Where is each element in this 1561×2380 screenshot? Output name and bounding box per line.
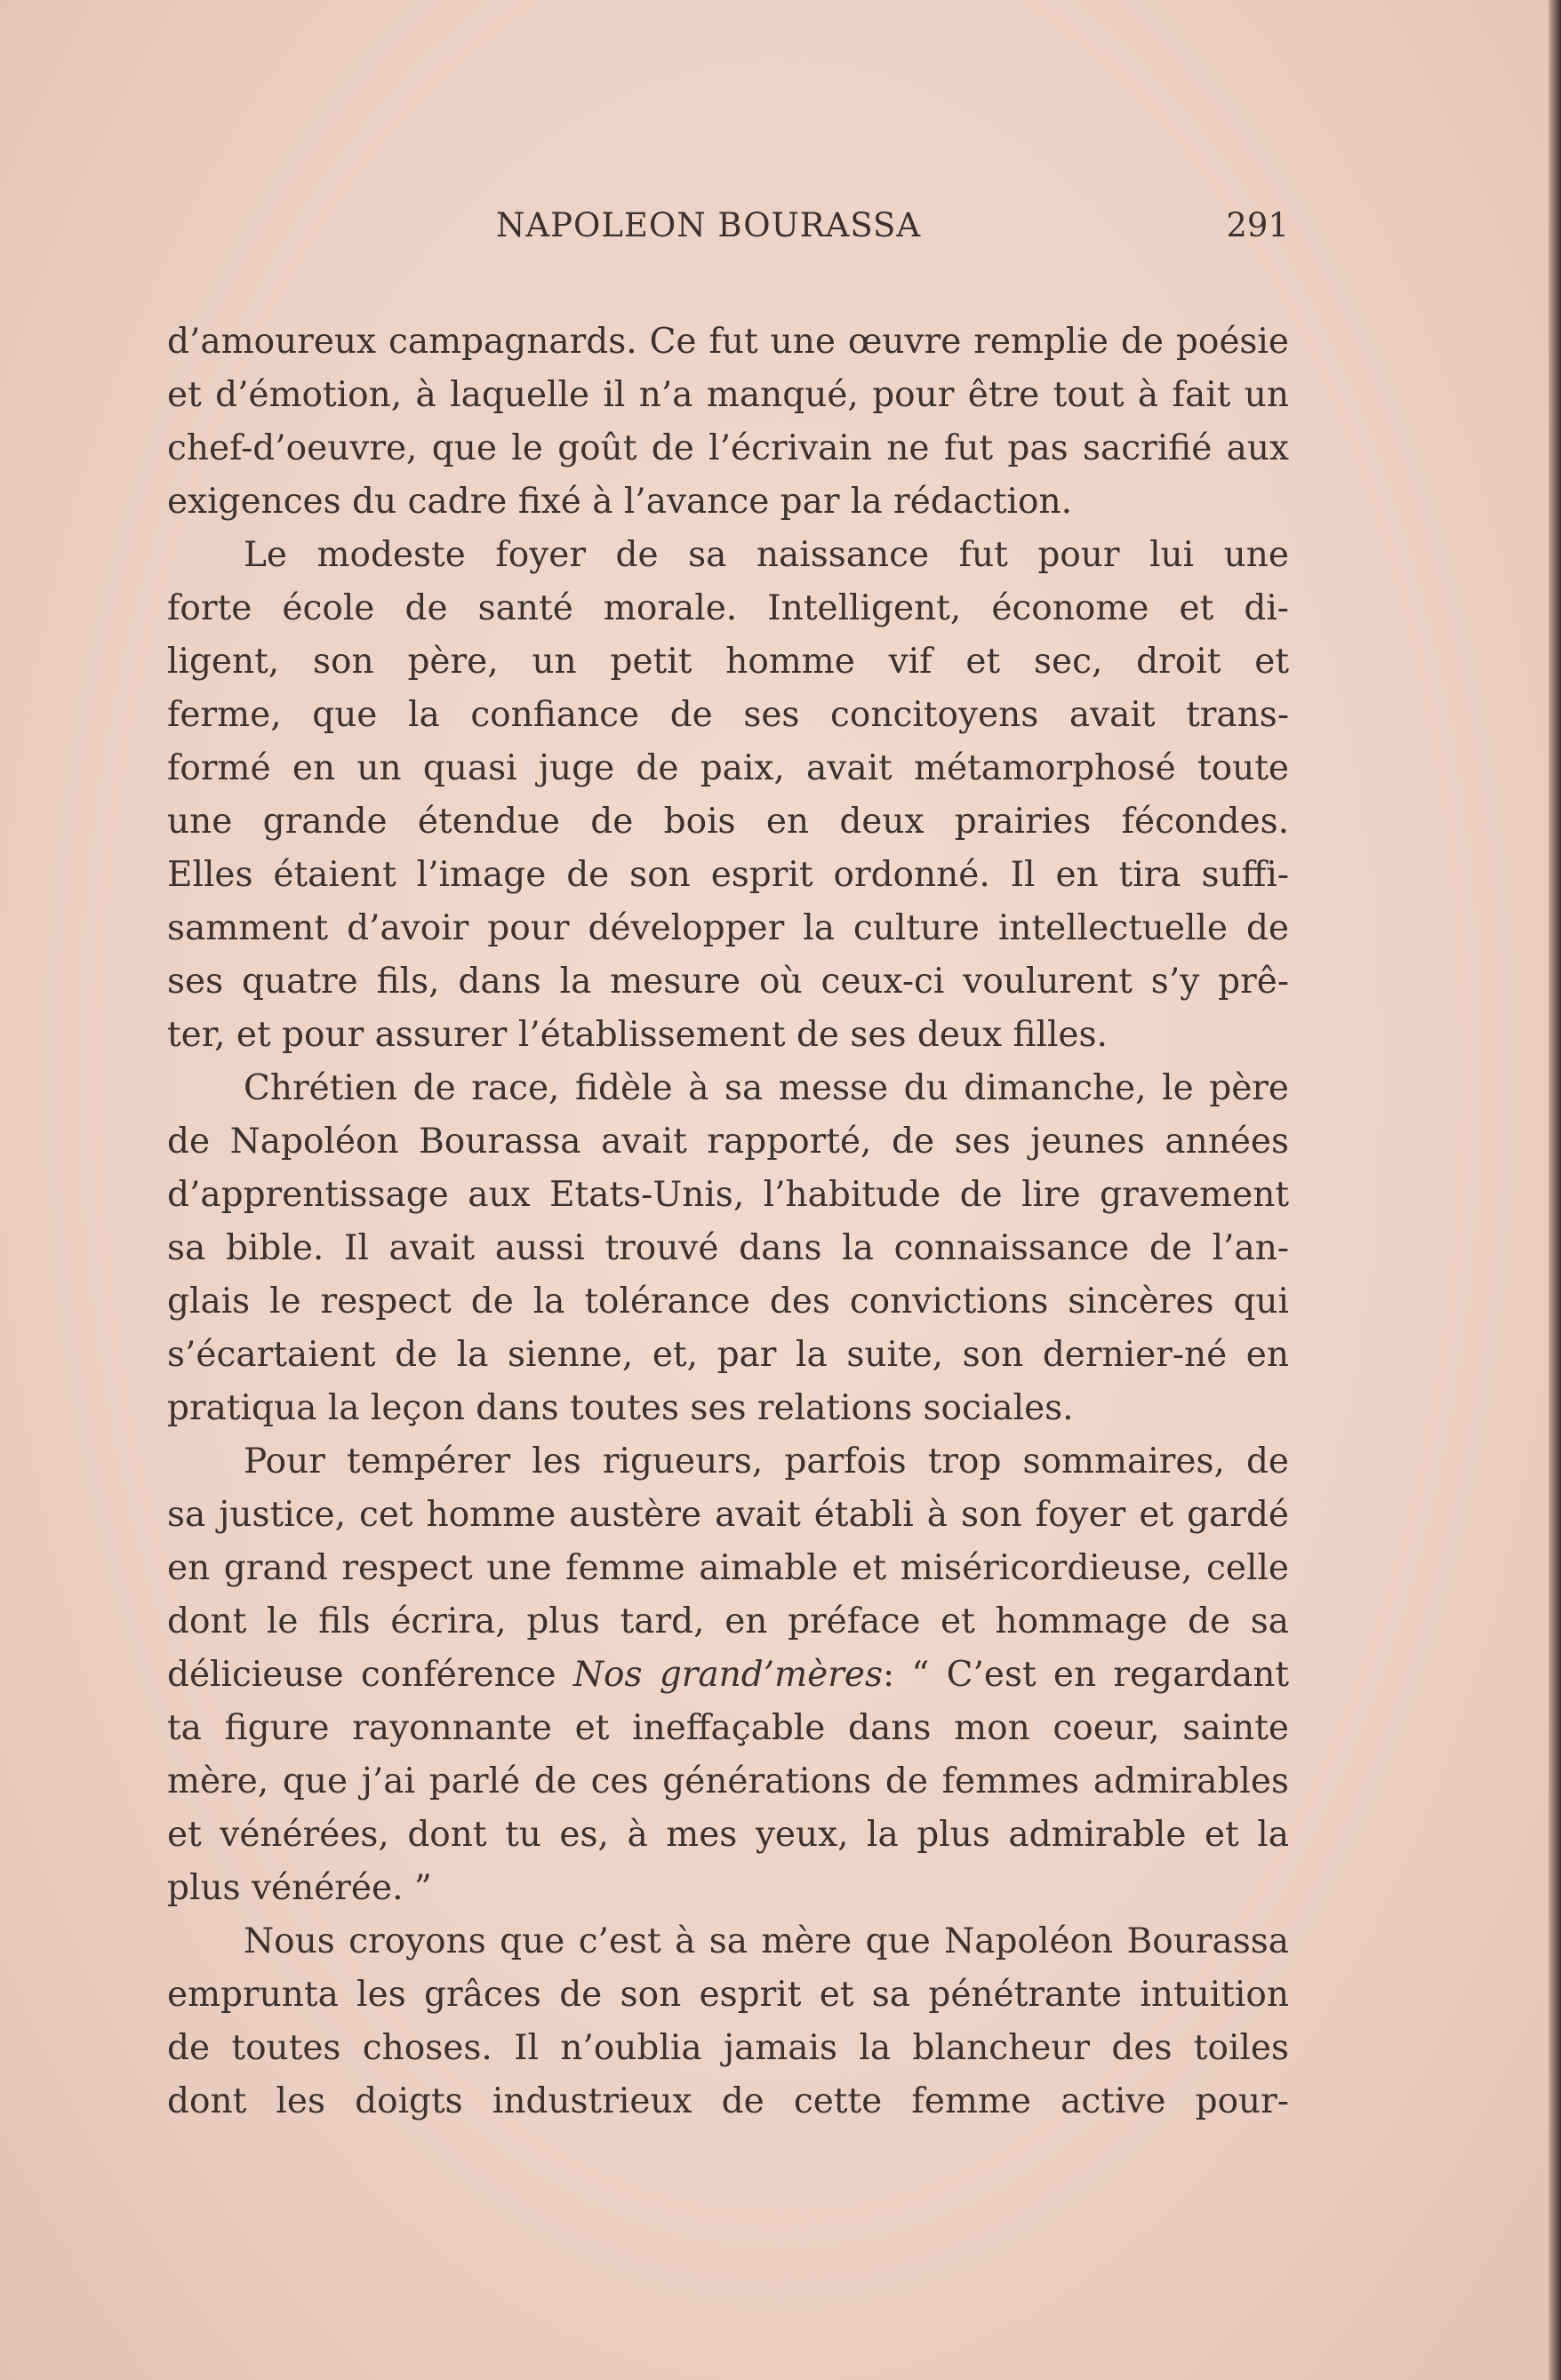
text-line: exigences du cadre fixé à l’avance par la rédaction.: [167, 482, 1072, 522]
text-line: emprunta les grâces de son esprit et sa pénétrante intuition: [167, 1975, 1289, 2015]
text-line: Elles étaient l’image de son esprit ordonné. Il en tira suffi-: [167, 855, 1289, 895]
text-line: ta figure rayonnante et ineffaçable dans mon coeur, sainte: [167, 1708, 1289, 1748]
page-number: 291: [1226, 206, 1289, 244]
text-line: d’apprentissage aux Etats-Unis, l’habitude de lire gravement: [167, 1175, 1289, 1215]
page-edge-shadow: [1549, 0, 1561, 2380]
text-line: sa bible. Il avait aussi trouvé dans la connaissance de l’an-: [167, 1228, 1289, 1268]
text-run: : “ C’est en regardant: [882, 1655, 1289, 1695]
text-line: plus vénérée. ”: [167, 1868, 432, 1908]
paragraph-1: [167, 315, 1289, 529]
text-line: dont les doigts industrieux de cette femme active pour-: [167, 2081, 1289, 2121]
text-line: Nous croyons que c’est à sa mère que Napoléon Bourassa: [244, 1921, 1289, 1961]
text-line: ter, et pour assurer l’établissement de ses deux filles.: [167, 1015, 1108, 1055]
text-line: Pour tempérer les rigueurs, parfois trop sommaires, de: [244, 1442, 1289, 1482]
page-header: [167, 206, 1289, 260]
text-line: mère, que j’ai parlé de ces générations de femmes admirables: [167, 1761, 1289, 1801]
text-line: de Napoléon Bourassa avait rapporté, de ses jeunes années: [167, 1122, 1289, 1162]
text-line: sa justice, cet homme austère avait établi à son foyer et gardé: [167, 1495, 1289, 1535]
text-line: une grande étendue de bois en deux prairies fécondes.: [167, 802, 1289, 842]
paragraph-2: [167, 529, 1289, 1062]
paragraph-4: [167, 1435, 1289, 1915]
text-run: délicieuse conférence: [167, 1655, 573, 1695]
text-line: ligent, son père, un petit homme vif et sec, droit et: [167, 642, 1289, 682]
text-line: chef-d’oeuvre, que le goût de l’écrivain ne fut pas sacrifié aux: [167, 428, 1289, 468]
text-line: d’amoureux campagnards. Ce fut une œuvre remplie de poésie: [167, 322, 1289, 362]
text-line: forte école de santé morale. Intelligent, économe et di-: [167, 588, 1289, 628]
text-line: samment d’avoir pour développer la culture intellectuelle de: [167, 908, 1289, 948]
text-line: [167, 1649, 1289, 1702]
text-line: ferme, que la confiance de ses concitoyens avait trans-: [167, 695, 1289, 735]
running-title: NAPOLEON BOURASSA: [496, 206, 922, 244]
text-line: glais le respect de la tolérance des convictions sincères qui: [167, 1282, 1289, 1322]
text-line: s’écartaient de la sienne, et, par la suite, son dernier-né en: [167, 1335, 1289, 1375]
paragraph-3: [167, 1062, 1289, 1435]
text-line: et d’émotion, à laquelle il n’a manqué, pour être tout à fait un: [167, 375, 1289, 415]
text-line: Le modeste foyer de sa naissance fut pour lui une: [244, 535, 1289, 575]
text-line: et vénérées, dont tu es, à mes yeux, la plus admirable et la: [167, 1815, 1289, 1855]
book-title: Nos grand’mères: [572, 1655, 883, 1695]
text-line: ses quatre fils, dans la mesure où ceux-ci voulurent s’y prê-: [167, 962, 1289, 1002]
text-line: Chrétien de race, fidèle à sa messe du dimanche, le père: [244, 1068, 1289, 1108]
text-line: formé en un quasi juge de paix, avait métamorphosé toute: [167, 748, 1289, 788]
text-line: pratiqua la leçon dans toutes ses relations sociales.: [167, 1388, 1074, 1428]
text-line: dont le fils écrira, plus tard, en préface et hommage de sa: [167, 1601, 1289, 1641]
paragraph-5: [167, 1915, 1289, 2128]
body-text: [167, 315, 1289, 2128]
text-line: de toutes choses. Il n’oublia jamais la blancheur des toiles: [167, 2028, 1289, 2068]
text-line: en grand respect une femme aimable et miséricordieuse, celle: [167, 1548, 1289, 1588]
